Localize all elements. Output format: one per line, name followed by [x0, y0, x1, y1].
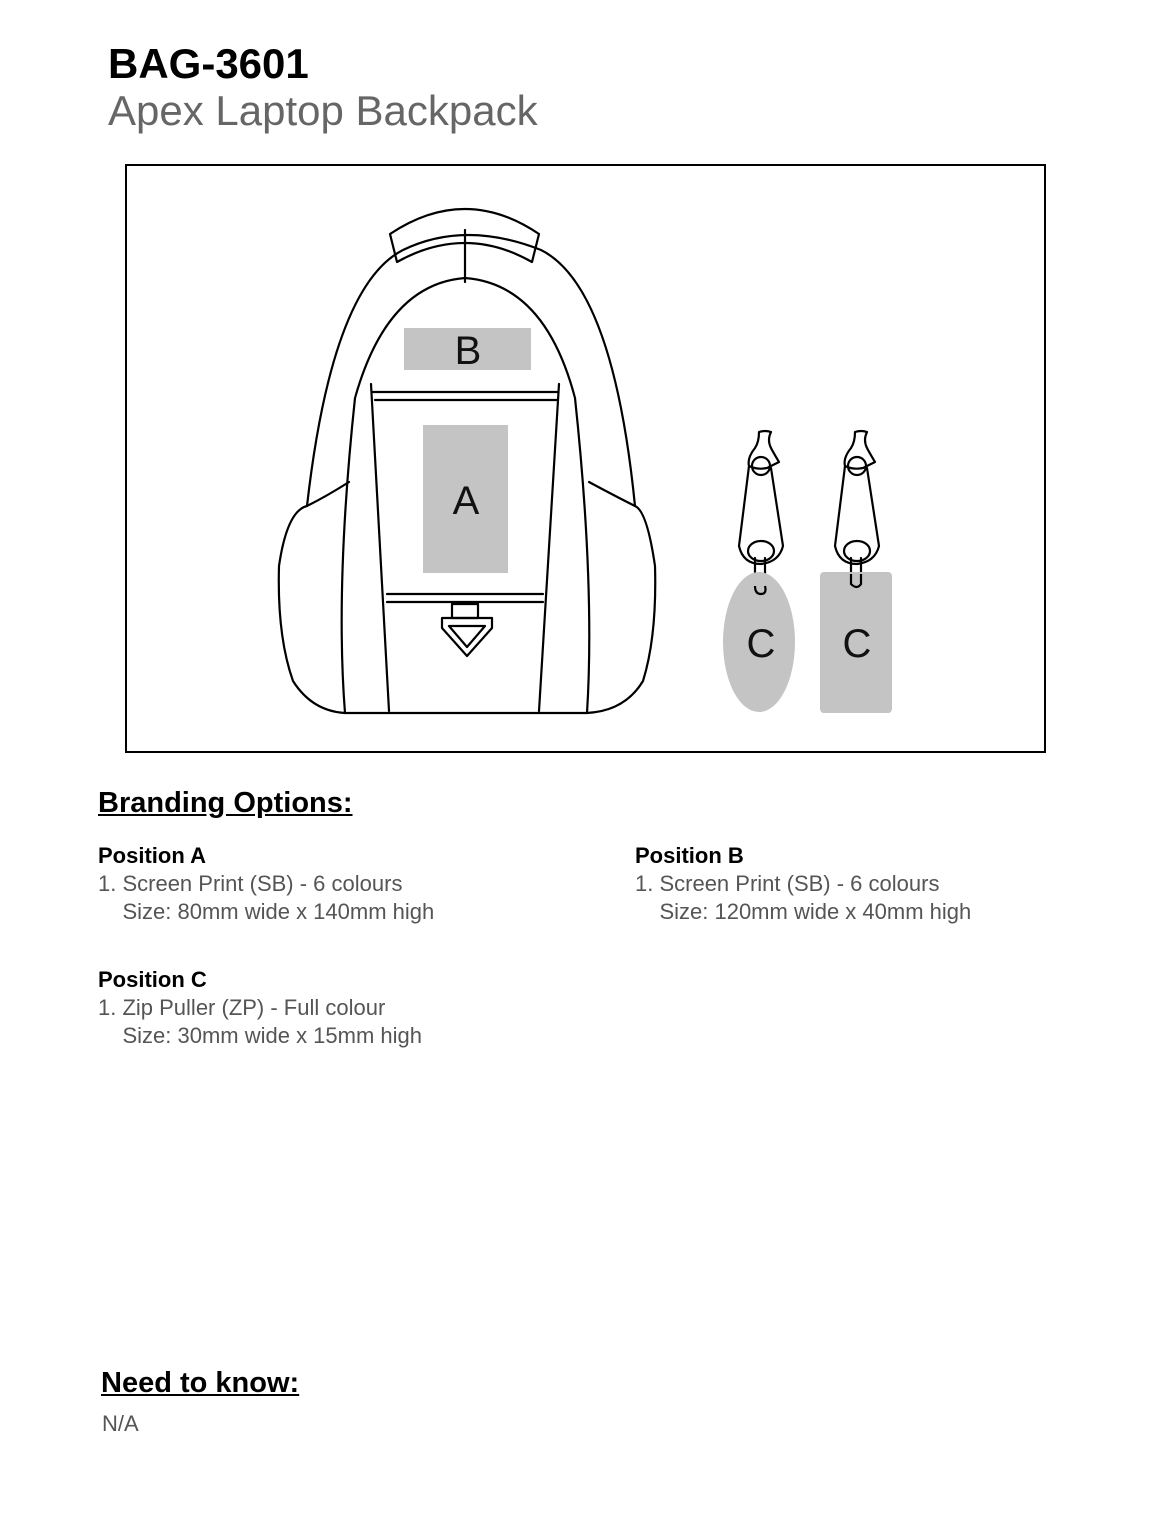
position-a-block	[98, 842, 434, 926]
position-b-title: Position B	[635, 843, 744, 868]
branding-options-heading: Branding Options:	[98, 787, 353, 819]
label-b: B	[454, 329, 482, 373]
need-to-know-text: N/A	[102, 1411, 139, 1436]
zip-puller-icon	[835, 431, 879, 574]
position-b-block	[635, 842, 971, 926]
need-to-know-heading: Need to know:	[101, 1367, 300, 1399]
product-name: Apex Laptop Backpack	[108, 87, 538, 134]
position-b-size: Size: 120mm wide x 40mm high	[635, 899, 972, 924]
label-a: A	[452, 479, 480, 523]
branding-diagram	[125, 164, 1046, 753]
zip-puller-icon	[739, 431, 783, 586]
position-c-title: Position C	[98, 967, 207, 992]
position-a-size: Size: 80mm wide x 140mm high	[98, 899, 435, 924]
position-c-method: 1. Zip Puller (ZP) - Full colour	[98, 995, 386, 1020]
position-b-method: 1. Screen Print (SB) - 6 colours	[635, 871, 940, 896]
product-code: BAG-3601	[108, 40, 309, 87]
position-c-block	[98, 966, 422, 1050]
position-c-size: Size: 30mm wide x 15mm high	[98, 1023, 423, 1048]
position-a-title: Position A	[98, 843, 206, 868]
position-a-method: 1. Screen Print (SB) - 6 colours	[98, 871, 403, 896]
label-c-oval: C	[746, 622, 776, 666]
label-c-rect: C	[842, 622, 872, 666]
branding-diagram-svg	[127, 166, 1044, 751]
